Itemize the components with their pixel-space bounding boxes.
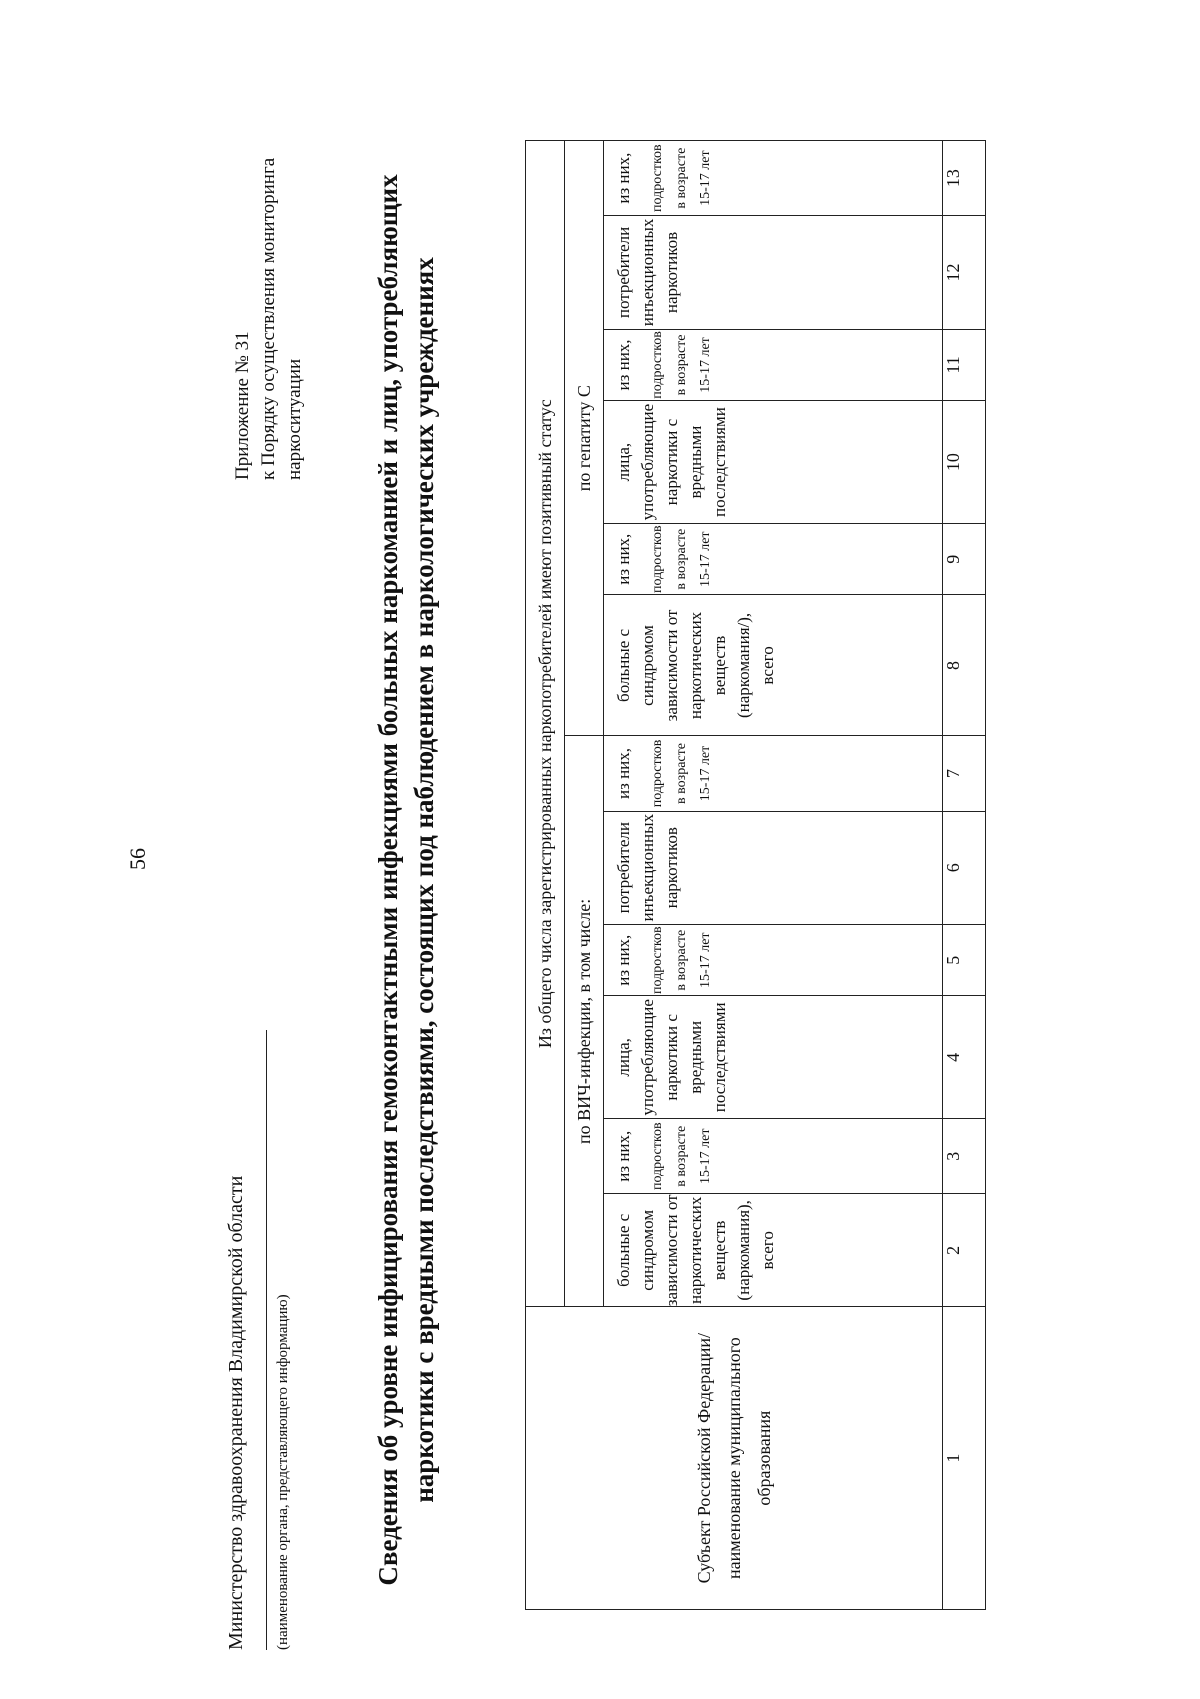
column-numbers-row: [943, 141, 986, 1610]
org-name: Министерство здравоохранения Владимирской области: [225, 1030, 267, 1650]
column-header-12: [604, 216, 943, 329]
column-header-text: больные с синдромом зависимости от наркотических веществ (наркомания), всего: [614, 1194, 777, 1307]
page-number: 56: [125, 848, 150, 870]
appendix-line1: Приложение № 31: [232, 331, 253, 480]
column-header-text: из них,: [614, 747, 633, 799]
column-header-subtext: подростков в возрасте 15-17 лет: [650, 739, 713, 808]
column-header-text: лица, употребляющие наркотики с вредными последствиями: [614, 403, 729, 521]
column-number: 7: [943, 736, 986, 811]
column-number: 4: [943, 996, 986, 1119]
org-caption: (наименование органа, представляющего информацию): [275, 1294, 291, 1650]
column-header-text: больные с синдромом зависимости от наркотических веществ (наркомания/), всего: [614, 609, 777, 722]
column-number: 8: [943, 595, 986, 736]
column-header-2: [604, 1194, 943, 1307]
column-number: 12: [943, 216, 986, 329]
column-number: 6: [943, 811, 986, 924]
column-number: 9: [943, 523, 986, 595]
column-header-8: [604, 595, 943, 736]
column-header-text: из них,: [614, 339, 633, 391]
header-subject: Субъект Российской Федерации/ наименование муниципального образования: [526, 1307, 943, 1610]
column-header-9: [604, 523, 943, 595]
column-number: 2: [943, 1194, 986, 1307]
column-header-subtext: подростков в возрасте 15-17 лет: [650, 926, 713, 994]
header-group: Из общего числа зарегистрированных наркопотребителей имеют позитивный статус: [526, 141, 565, 1307]
header-hep-c: по гепатиту С: [565, 141, 604, 736]
column-header-subtext: подростков в возрасте 15-17 лет: [650, 144, 713, 212]
column-number: 11: [943, 329, 986, 401]
column-header-text: потребители инъекционных наркотиков: [614, 218, 681, 327]
column-header-text: потребители инъекционных наркотиков: [614, 813, 681, 922]
appendix-line2: к Порядку осуществления мониторинга: [258, 157, 279, 480]
column-header-text: из них,: [614, 934, 633, 986]
appendix-block: [230, 0, 308, 480]
column-header-subtext: подростков в возрасте 15-17 лет: [650, 1122, 713, 1191]
column-header-11: [604, 329, 943, 401]
data-table: [525, 140, 986, 1610]
column-header-6: [604, 811, 943, 924]
column-number: 13: [943, 141, 986, 216]
header-hiv: по ВИЧ-инфекции, в том числе:: [565, 736, 604, 1307]
column-header-subtext: подростков в возрасте 15-17 лет: [650, 525, 713, 593]
column-number: 1: [943, 1307, 986, 1610]
column-number: 3: [943, 1119, 986, 1194]
column-header-7: [604, 736, 943, 811]
column-header-5: [604, 924, 943, 996]
column-header-text: лица, употребляющие наркотики с вредными последствиями: [614, 999, 729, 1116]
column-header-subtext: подростков в возрасте 15-17 лет: [650, 331, 713, 399]
column-header-3: [604, 1119, 943, 1194]
column-header-text: из них,: [614, 533, 633, 585]
appendix-line3: наркоситуации: [284, 358, 305, 480]
column-header-text: из них,: [614, 1130, 633, 1182]
column-header-13: [604, 141, 943, 216]
column-header-text: из них,: [614, 152, 633, 204]
column-number: 5: [943, 924, 986, 996]
document-title: Сведения об уровне инфицирования гемоконтактными инфекциями больных наркоманией и лиц, употребляющих наркотики с вредными последствиями, состоящих под наблюдением в наркологических учреждениях: [373, 174, 439, 1586]
column-header-10: [604, 401, 943, 524]
column-number: 10: [943, 401, 986, 524]
rotated-page: [80, 50, 1120, 1650]
column-header-4: [604, 996, 943, 1119]
